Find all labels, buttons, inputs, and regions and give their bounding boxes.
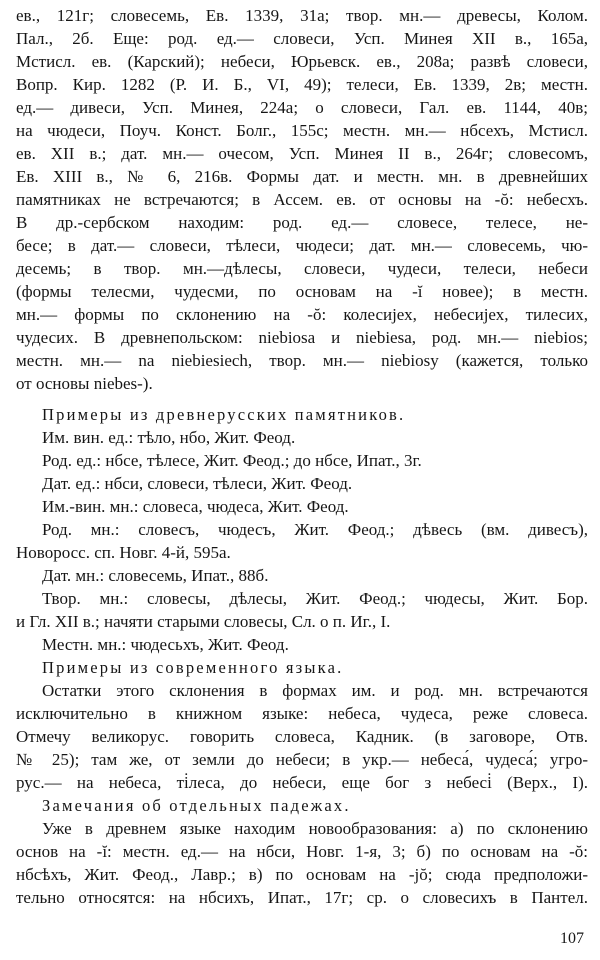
text-line: памятниках не встречаются; в Ассем. ев. от основы на -ŏ: небесхъ. — [16, 190, 588, 209]
text-line: (формы телесми, чудесми, по основам на -ĭ новее); в местн. — [16, 282, 588, 301]
paragraph-declension-forms — [16, 4, 588, 395]
text-line: рус.— на небеса, тi̇леса, до небеси, еще бог з небесi̇ (Верх., I). — [16, 773, 588, 792]
text-line: Уже в древнем языке находим новообразования: а) по склонению — [42, 819, 588, 838]
text-line: Ев. XIII в., № 6, 216в. Формы дат. и местн. мн. в древнейших — [16, 167, 588, 186]
example-line: Новоросс. сп. Новг. 4-й, 595а. — [16, 543, 231, 562]
text-line: бесе; в дат.— словеси, тѣлеси, чюдеси; дат. мн.— словесемь, чю- — [16, 236, 588, 255]
example-line: Дат. ед.: нбси, словеси, тѣлеси, Жит. Феод. — [42, 474, 353, 493]
examples-old-russian — [16, 426, 588, 656]
example-line: Род. мн.: словесъ, чюдесъ, Жит. Феод.; дѣвесь (вм. дивесъ), — [42, 520, 588, 539]
example-line: и Гл. XII в.; начяти старыми словесы, Сл. о п. Иг., I. — [16, 612, 391, 631]
text-line: десемь; в твор. мн.—дѣлесы, словеси, чудеси, телеси, небеси — [16, 259, 588, 278]
section-heading-modern: Примеры из современного языка. — [42, 658, 344, 677]
text-line: от основы niebes-). — [16, 374, 153, 393]
text-line: ев. XII в.; дат. мн.— очесом, Усп. Минея II в., 264г; словесомъ, — [16, 144, 588, 163]
page-text — [16, 4, 588, 909]
text-line: на чюдеси, Поуч. Конст. Болг., 155с; местн. мн.— нбсехъ, Мстисл. — [16, 121, 588, 140]
text-line: ев., 121г; словесемь, Ев. 1339, 31а; твор. мн.— древесы, Колом. — [16, 6, 588, 25]
example-line: Дат. мн.: словесемь, Ипат., 88б. — [42, 566, 269, 585]
example-line: Им.-вин. мн.: словеса, чюдеса, Жит. Феод. — [42, 497, 349, 516]
paragraph-case-notes — [16, 817, 588, 909]
example-line: Род. ед.: нбсе, тѣлесе, Жит. Феод.; до нбсе, Ипат., 3г. — [42, 451, 422, 470]
paragraph-modern-language — [16, 679, 588, 794]
text-line: мн.— формы по склонению на -ŏ: колесијех, небесијех, тилесих, — [16, 305, 588, 324]
text-line: Отмечу великорус. говорить словеса, Кадник. (в заговоре, Отв. — [16, 727, 588, 746]
text-line: Мстисл. ев. (Карский); небеси, Юрьевск. ев., 208а; развѣ словеси, — [16, 52, 588, 71]
section-heading-old-russian: Примеры из древнерусских памятников. — [42, 405, 406, 424]
text-line: тельно относятся: на нбсихъ, Ипат., 17г; ср. о словесихъ в Пантел. — [16, 888, 588, 907]
text-line: Пал., 2б. Еще: род. ед.— словеси, Усп. Минея XII в., 165а, — [16, 29, 588, 48]
text-line: основ на -ĭ: местн. ед.— на нбси, Новг. 1-я, 3; б) по основам на -ŏ: — [16, 842, 588, 861]
text-line: нбсѣхъ, Жит. Феод., Лавр.; в) по основам на -jŏ; сюда предположи- — [16, 865, 588, 884]
text-line: Остатки этого склонения в формах им. и род. мн. встречаются — [42, 681, 588, 700]
text-line: № 25); там же, от земли до небеси; в укр.— небеса́, чудеса́; угро- — [16, 750, 588, 769]
example-line: Им. вин. ед.: тѣло, нбо, Жит. Феод. — [42, 428, 296, 447]
text-line: В др.-сербском находим: род. ед.— словесе, телесе, не- — [16, 213, 588, 232]
text-line: чудесих. В древнепольском: niebiosa и niebiesa, род. мн.— niebios; — [16, 328, 588, 347]
text-line: исключительно в книжном языке: небеса, чудеса, реже словеса. — [16, 704, 588, 723]
page-number: 107 — [560, 930, 584, 947]
section-heading-cases: Замечания об отдельных падежах. — [42, 796, 351, 815]
text-line: местн. мн.— na niebiesiech, твор. мн.— niebiosy (кажется, только — [16, 351, 588, 370]
example-line: Местн. мн.: чюдесьхъ, Жит. Феод. — [42, 635, 289, 654]
example-line: Твор. мн.: словесы, дѣлесы, Жит. Феод.; чюдесы, Жит. Бор. — [42, 589, 588, 608]
text-line: Вопр. Кир. 1282 (Р. И. Б., VI, 49); телеси, Ев. 1339, 2в; местн. — [16, 75, 588, 94]
text-line: ед.— дивеси, Усп. Минея, 224а; о словеси, Гал. ев. 1144, 40в; — [16, 98, 588, 117]
